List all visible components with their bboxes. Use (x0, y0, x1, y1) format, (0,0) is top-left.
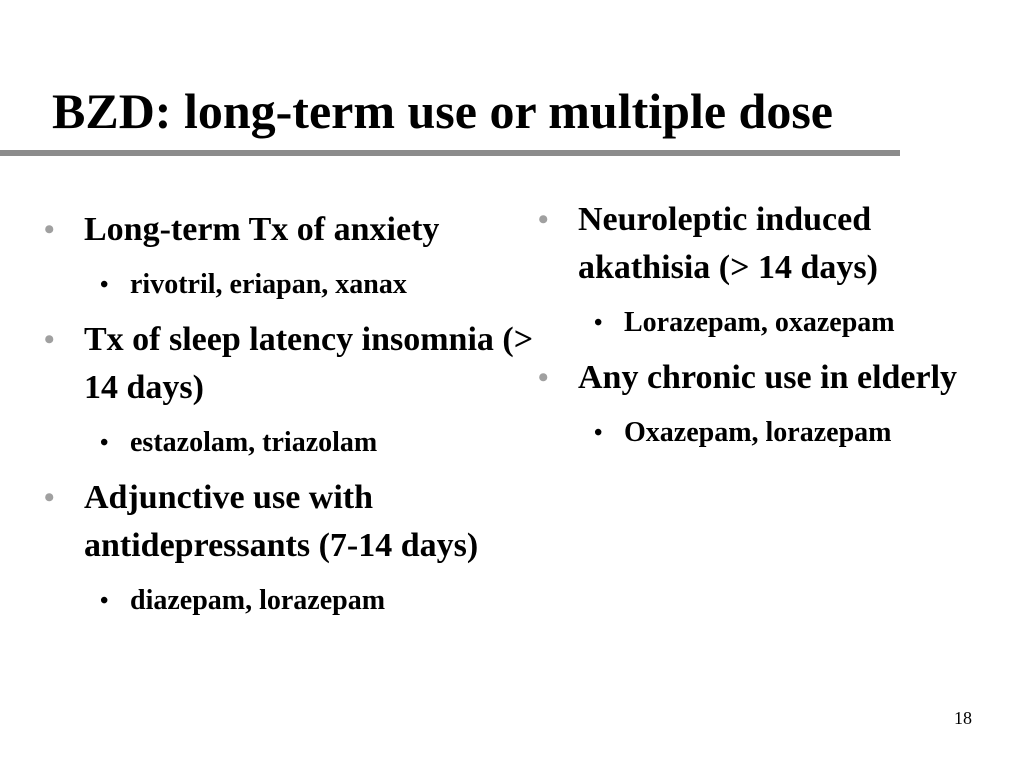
sub-bullet-list (84, 424, 544, 462)
bullet-icon: • (44, 323, 55, 356)
bullet-icon: • (44, 213, 55, 246)
bullet-item (44, 316, 544, 462)
sub-bullet-item (578, 304, 978, 342)
sub-bullet-list (84, 266, 544, 304)
left-bullet-list (44, 206, 544, 620)
sub-bullet-icon: • (100, 272, 109, 298)
bullet-text: Neuroleptic induced akathisia (> 14 days) (578, 201, 878, 286)
bullet-text: Adjunctive use with antidepressants (7-14 days) (84, 479, 479, 564)
sub-bullet-text: rivotril, eriapan, xanax (130, 269, 407, 300)
title-underline (0, 150, 900, 156)
right-bullet-list (538, 196, 978, 452)
left-column (44, 206, 544, 620)
sub-bullet-icon: • (594, 420, 603, 446)
bullet-item (44, 474, 544, 620)
sub-bullet-text: diazepam, lorazepam (130, 585, 386, 616)
sub-bullet-item (84, 266, 544, 304)
sub-bullet-text: estazolam, triazolam (130, 427, 378, 458)
sub-bullet-icon: • (594, 310, 603, 336)
sub-bullet-item (84, 424, 544, 462)
sub-bullet-icon: • (100, 588, 109, 614)
bullet-text: Long-term Tx of anxiety (84, 211, 440, 248)
bullet-icon: • (538, 203, 549, 236)
sub-bullet-list (84, 582, 544, 620)
sub-bullet-text: Oxazepam, lorazepam (624, 417, 892, 448)
bullet-icon: • (44, 481, 55, 514)
bullet-item (538, 196, 978, 342)
slide-title: BZD: long-term use or multiple dose (52, 83, 833, 139)
bullet-item (538, 354, 978, 452)
bullet-text: Tx of sleep latency insomnia (> 14 days) (84, 321, 534, 406)
sub-bullet-item (578, 414, 978, 452)
sub-bullet-list (578, 414, 978, 452)
sub-bullet-icon: • (100, 430, 109, 456)
page-number: 18 (954, 708, 972, 728)
sub-bullet-list (578, 304, 978, 342)
sub-bullet-text: Lorazepam, oxazepam (624, 307, 895, 338)
right-column (538, 196, 978, 452)
sub-bullet-item (84, 582, 544, 620)
bullet-text: Any chronic use in elderly (578, 359, 958, 396)
bullet-item (44, 206, 544, 304)
bullet-icon: • (538, 361, 549, 394)
